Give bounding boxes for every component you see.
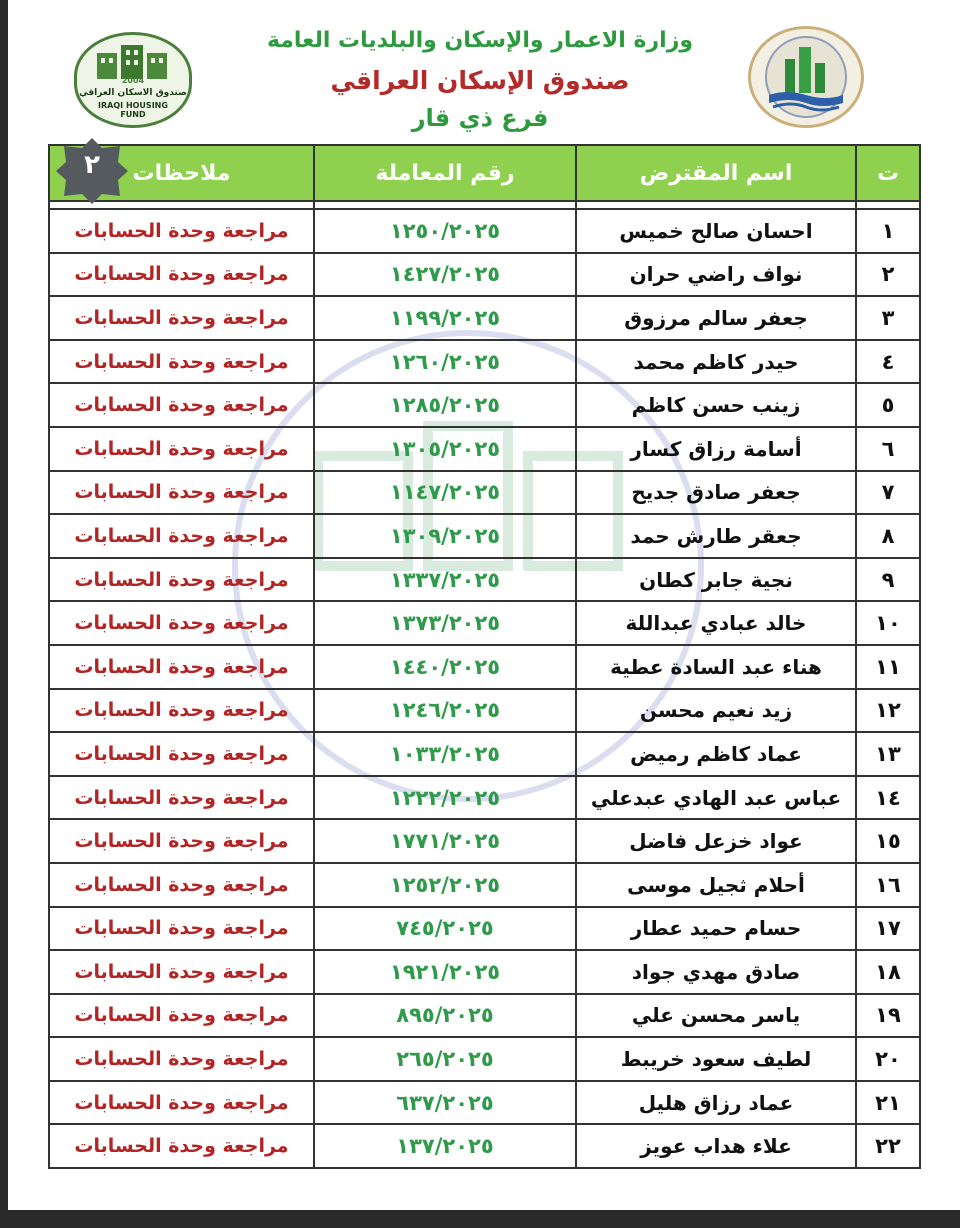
transaction-number: ١٤٤٠/٢٠٢٥ [314,645,576,689]
borrower-name: عماد كاظم رميض [576,732,856,776]
borrower-name: خالد عبادي عبداللة [576,601,856,645]
table-row [49,994,920,1038]
table-row [49,950,920,994]
row-index: ٢٠ [856,1037,920,1081]
table-header-row [49,145,920,201]
table-row [49,514,920,558]
transaction-number: ٨٩٥/٢٠٢٥ [314,994,576,1038]
borrower-name: نواف راضي حران [576,253,856,297]
table-row [49,732,920,776]
table-row [49,427,920,471]
borrower-name: لطيف سعود خريبط [576,1037,856,1081]
table-row [49,863,920,907]
page-edge-left [0,0,8,1228]
table-row [49,601,920,645]
row-index: ٥ [856,383,920,427]
column-header-index: ت [856,145,920,201]
transaction-number: ١٢٥٠/٢٠٢٥ [314,209,576,253]
row-index: ٩ [856,558,920,602]
borrower-name: حيدر كاظم محمد [576,340,856,384]
row-note: مراجعة وحدة الحسابات [49,950,314,994]
borrower-name: عواد خزعل فاضل [576,819,856,863]
row-index: ٤ [856,340,920,384]
row-index: ١١ [856,645,920,689]
borrower-name: جعفر سالم مرزوق [576,296,856,340]
borrower-name: هناء عبد السادة عطية [576,645,856,689]
borrowers-table [48,144,921,1169]
row-note: مراجعة وحدة الحسابات [49,1037,314,1081]
row-index: ٧ [856,471,920,515]
borrower-name: حسام حميد عطار [576,907,856,951]
row-index: ١ [856,209,920,253]
table-row [49,253,920,297]
row-note: مراجعة وحدة الحسابات [49,732,314,776]
logo-year: 2004 [121,76,145,85]
table-row [49,1037,920,1081]
transaction-number: ١٧٧١/٢٠٢٥ [314,819,576,863]
table-row [49,645,920,689]
row-index: ١٣ [856,732,920,776]
row-index: ١٤ [856,776,920,820]
row-note: مراجعة وحدة الحسابات [49,209,314,253]
row-index: ١٦ [856,863,920,907]
transaction-number: ٢٦٥/٢٠٢٥ [314,1037,576,1081]
transaction-number: ١١٤٧/٢٠٢٥ [314,471,576,515]
transaction-number: ٧٤٥/٢٠٢٥ [314,907,576,951]
row-index: ١٠ [856,601,920,645]
row-note: مراجعة وحدة الحسابات [49,427,314,471]
column-header-name: اسم المقترض [576,145,856,201]
borrower-name: صادق مهدي جواد [576,950,856,994]
row-index: ٢٢ [856,1124,920,1168]
transaction-number: ١١٩٩/٢٠٢٥ [314,296,576,340]
transaction-number: ١٩٢١/٢٠٢٥ [314,950,576,994]
transaction-number: ١٣٣٧/٢٠٢٥ [314,558,576,602]
borrower-name: أحلام ثجيل موسى [576,863,856,907]
row-index: ٨ [856,514,920,558]
row-index: ١٩ [856,994,920,1038]
transaction-number: ١٢٨٥/٢٠٢٥ [314,383,576,427]
transaction-number: ١٢٤٦/٢٠٢٥ [314,689,576,733]
column-header-notes: ملاحظات [49,145,314,201]
emblem-towers-icon [751,29,861,125]
table-row [49,819,920,863]
borrower-name: عباس عبد الهادي عبدعلي [576,776,856,820]
table-row [49,1081,920,1125]
logo-arabic-name: صندوق الاسكان العراقي [79,88,187,98]
transaction-number: ١٢٥٢/٢٠٢٥ [314,863,576,907]
row-index: ٣ [856,296,920,340]
row-note: مراجعة وحدة الحسابات [49,296,314,340]
transaction-number: ١٣٠٥/٢٠٢٥ [314,427,576,471]
logo-english-name: IRAQI HOUSING FUND [98,101,168,119]
row-index: ٢ [856,253,920,297]
branch-title: فرع ذي قار [411,104,549,132]
table-row [49,558,920,602]
row-index: ١٧ [856,907,920,951]
transaction-number: ١٣٧/٢٠٢٥ [314,1124,576,1168]
row-note: مراجعة وحدة الحسابات [49,601,314,645]
row-index: ٦ [856,427,920,471]
table-row [49,1124,920,1168]
borrower-name: أسامة رزاق كسار [576,427,856,471]
table-spacer [49,201,920,209]
row-note: مراجعة وحدة الحسابات [49,253,314,297]
column-header-transaction: رقم المعاملة [314,145,576,201]
borrower-name: احسان صالح خميس [576,209,856,253]
row-note: مراجعة وحدة الحسابات [49,558,314,602]
row-note: مراجعة وحدة الحسابات [49,1081,314,1125]
row-note: مراجعة وحدة الحسابات [49,340,314,384]
row-note: مراجعة وحدة الحسابات [49,471,314,515]
table-row [49,296,920,340]
ministry-emblem [748,26,864,128]
borrower-name: علاء هداب عويز [576,1124,856,1168]
building-icon [95,45,169,79]
row-note: مراجعة وحدة الحسابات [49,1124,314,1168]
transaction-number: ١٠٣٣/٢٠٢٥ [314,732,576,776]
page-edge-bottom [0,1210,960,1228]
row-index: ١٥ [856,819,920,863]
row-note: مراجعة وحدة الحسابات [49,776,314,820]
borrower-name: زيد نعيم محسن [576,689,856,733]
table-row [49,209,920,253]
transaction-number: ١٤٢٧/٢٠٢٥ [314,253,576,297]
row-note: مراجعة وحدة الحسابات [49,383,314,427]
transaction-number: ١٢٦٠/٢٠٢٥ [314,340,576,384]
row-note: مراجعة وحدة الحسابات [49,514,314,558]
row-note: مراجعة وحدة الحسابات [49,994,314,1038]
borrower-name: زينب حسن كاظم [576,383,856,427]
borrower-name: ياسر محسن علي [576,994,856,1038]
housing-fund-logo [74,32,192,128]
transaction-number: ١٢٢٢/٢٠٢٥ [314,776,576,820]
row-note: مراجعة وحدة الحسابات [49,689,314,733]
row-note: مراجعة وحدة الحسابات [49,819,314,863]
row-index: ١٨ [856,950,920,994]
borrower-name: نجية جابر كطان [576,558,856,602]
page-number: ٢ [84,150,100,180]
transaction-number: ٦٣٧/٢٠٢٥ [314,1081,576,1125]
borrower-name: عماد رزاق هليل [576,1081,856,1125]
table-row [49,907,920,951]
table-row [49,689,920,733]
table-row [49,340,920,384]
borrower-name: جعفر صادق جديح [576,471,856,515]
row-note: مراجعة وحدة الحسابات [49,907,314,951]
row-note: مراجعة وحدة الحسابات [49,645,314,689]
transaction-number: ١٣٠٩/٢٠٢٥ [314,514,576,558]
row-note: مراجعة وحدة الحسابات [49,863,314,907]
row-index: ٢١ [856,1081,920,1125]
ministry-title: وزارة الاعمار والإسكان والبلديات العامة [266,28,694,53]
fund-title: صندوق الإسكان العراقي [330,66,630,95]
table-row [49,471,920,515]
table-row [49,383,920,427]
row-index: ١٢ [856,689,920,733]
table-row [49,776,920,820]
borrower-name: جعقر طارش حمد [576,514,856,558]
transaction-number: ١٣٧٣/٢٠٢٥ [314,601,576,645]
